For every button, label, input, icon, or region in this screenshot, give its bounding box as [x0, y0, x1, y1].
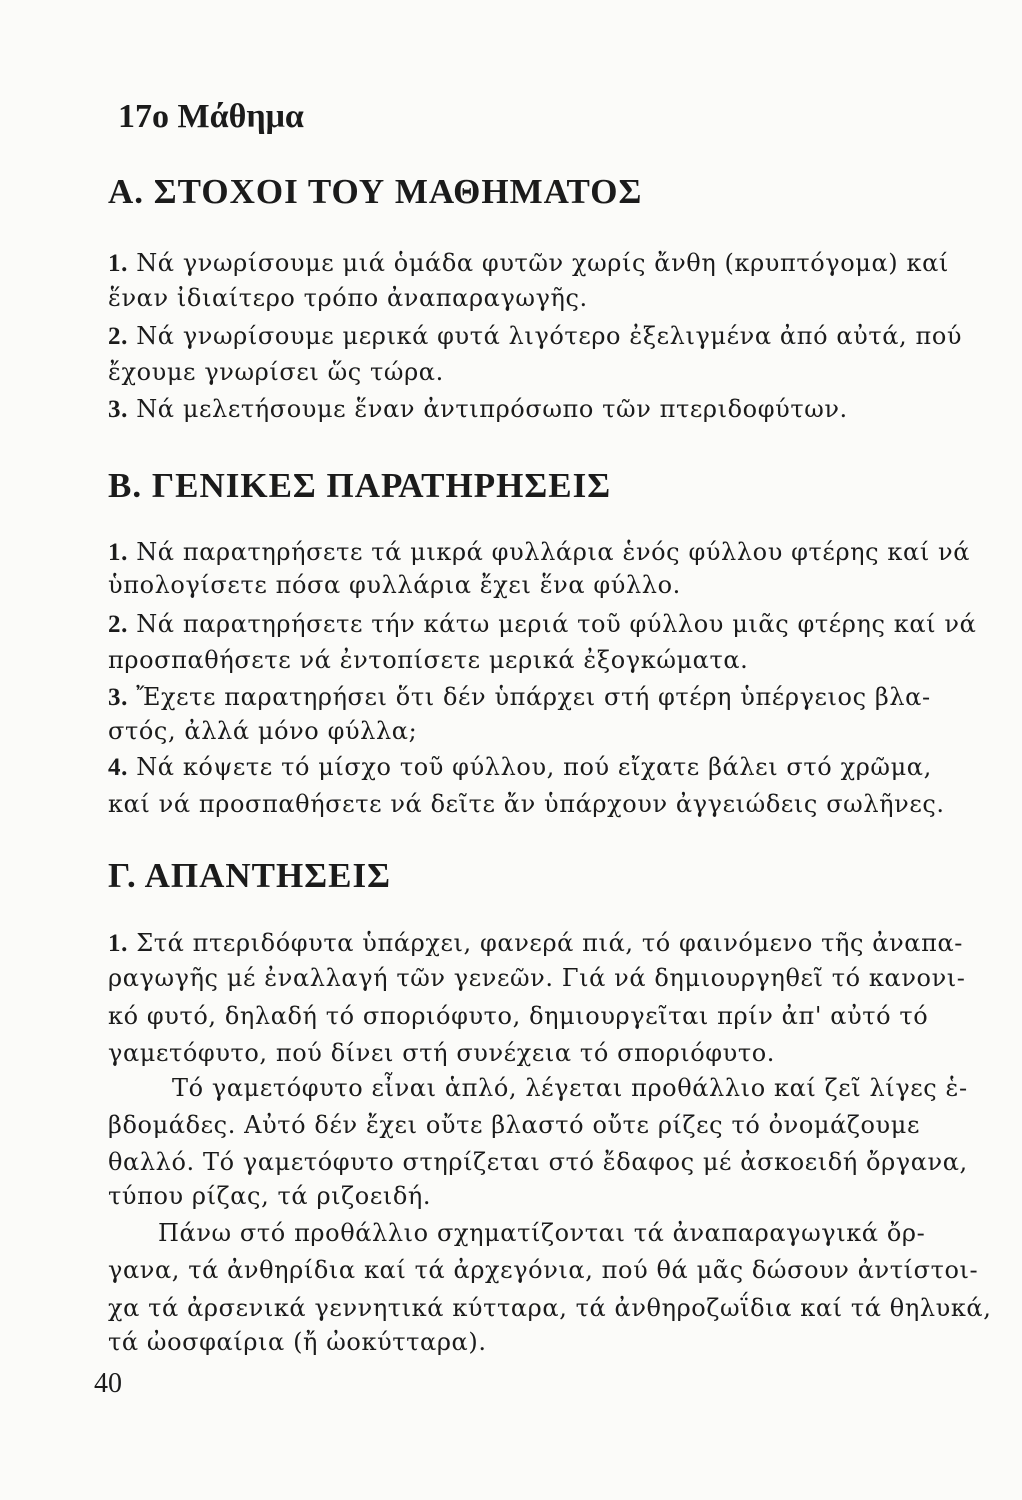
observation-3-line-1	[108, 682, 1008, 713]
observation-text: Ἔχετε παρατηρήσει ὅτι δέν ὑπάρχει στή φτέρη ὑπέργειος βλα-	[136, 683, 931, 711]
item-number: 3.	[108, 684, 128, 711]
goal-2-line-1	[108, 321, 1008, 352]
answer-text: Στά πτεριδόφυτα ὑπάρχει, φανερά πιά, τό φαινόμενο τῆς ἀναπα-	[136, 929, 963, 957]
goal-text: Νά γνωρίσουμε μιά ὁμάδα φυτῶν χωρίς ἄνθη (κρυπτόγομα) καί	[136, 249, 949, 277]
observation-1-line-2: ὑπολογίσετε πόσα φυλλάρια ἔχει ἕνα φύλλο.	[108, 571, 681, 599]
answer-para-3-line-3: χα τά ἀρσενικά γεννητικά κύτταρα, τά ἀνθηροζωΐδια καί τά θηλυκά,	[108, 1294, 992, 1322]
answer-para-2-line-1: Τό γαμετόφυτο εἶναι ἁπλό, λέγεται προθάλλιο καί ζεῖ λίγες ἑ-	[172, 1074, 968, 1102]
observation-1-line-1	[108, 537, 1008, 568]
observation-3-line-2: στός, ἀλλά μόνο φύλλα;	[108, 717, 418, 745]
observation-text: Νά παρατηρήσετε τά μικρά φυλλάρια ἑνός φύλλου φτέρης καί νά	[136, 538, 971, 566]
goal-3-line-1	[108, 394, 1008, 425]
answer-para-1-line-1	[108, 928, 1008, 959]
item-number: 1.	[108, 539, 128, 566]
goal-1-line-1	[108, 248, 1008, 279]
goal-text: Νά γνωρίσουμε μερικά φυτά λιγότερο ἐξελιγμένα ἀπό αὐτά, πού	[136, 322, 963, 350]
answer-para-2-line-2: βδομάδες. Αὐτό δέν ἔχει οὔτε βλαστό οὔτε ρίζες τό ὀνομάζουμε	[108, 1111, 920, 1139]
item-number: 1.	[108, 930, 128, 957]
section-heading-observations: Β. ΓΕΝΙΚΕΣ ΠΑΡΑΤΗΡΗΣΕΙΣ	[108, 466, 612, 505]
answer-para-3-line-4: τά ὠοσφαίρια (ἤ ὠοκύτταρα).	[108, 1328, 487, 1356]
answer-para-1-line-2: ραγωγῆς μέ ἐναλλαγή τῶν γενεῶν. Γιά νά δημιουργηθεῖ τό κανονι-	[108, 964, 966, 992]
answer-para-1-line-4: γαμετόφυτο, πού δίνει στή συνέχεια τό σποριόφυτο.	[108, 1039, 776, 1067]
answer-para-3-line-2: γανα, τά ἀνθηρίδια καί τά ἀρχεγόνια, πού θά μᾶς δώσουν ἀντίστοι-	[108, 1256, 979, 1284]
observation-text: Νά κόψετε τό μίσχο τοῦ φύλλου, πού εἴχατε βάλει στό χρῶμα,	[136, 753, 932, 781]
observation-4-line-1	[108, 752, 1008, 783]
answer-para-2-line-3: θαλλό. Τό γαμετόφυτο στηρίζεται στό ἔδαφος μέ ἀσκοειδή ὄργανα,	[108, 1148, 968, 1176]
item-number: 4.	[108, 754, 128, 781]
section-heading-answers: Γ. ΑΠΑΝΤΗΣΕΙΣ	[108, 856, 391, 895]
item-number: 1.	[108, 250, 128, 277]
observation-2-line-1	[108, 609, 1008, 640]
observation-4-line-2: καί νά προσπαθήσετε νά δεῖτε ἄν ὑπάρχουν ἀγγειώδεις σωλῆνες.	[108, 790, 945, 818]
observation-2-line-2: προσπαθήσετε νά ἐντοπίσετε μερικά ἐξογκώματα.	[108, 646, 749, 674]
goal-1-line-2: ἕναν ἰδιαίτερο τρόπο ἀναπαραγωγῆς.	[108, 284, 588, 312]
goal-text: Νά μελετήσουμε ἕναν ἀντιπρόσωπο τῶν πτεριδοφύτων.	[136, 395, 848, 423]
answer-para-3-line-1: Πάνω στό προθάλλιο σχηματίζονται τά ἀναπαραγωγικά ὄρ-	[158, 1219, 926, 1247]
answer-para-1-line-3: κό φυτό, δηλαδή τό σποριόφυτο, δημιουργεῖται πρίν ἀπ' αὐτό τό	[108, 1002, 929, 1030]
lesson-title: 17ο Μάθημα	[118, 98, 304, 135]
goal-2-line-2: ἔχουμε γνωρίσει ὥς τώρα.	[108, 358, 444, 386]
section-heading-goals: Α. ΣΤΟΧΟΙ ΤΟΥ ΜΑΘΗΜΑΤΟΣ	[108, 172, 643, 211]
observation-text: Νά παρατηρήσετε τήν κάτω μεριά τοῦ φύλλου μιᾶς φτέρης καί νά	[136, 610, 977, 638]
item-number: 2.	[108, 611, 128, 638]
item-number: 2.	[108, 323, 128, 350]
page-number: 40	[94, 1368, 122, 1399]
answer-para-2-line-4: τύπου ρίζας, τά ριζοειδή.	[108, 1182, 432, 1210]
item-number: 3.	[108, 396, 128, 423]
